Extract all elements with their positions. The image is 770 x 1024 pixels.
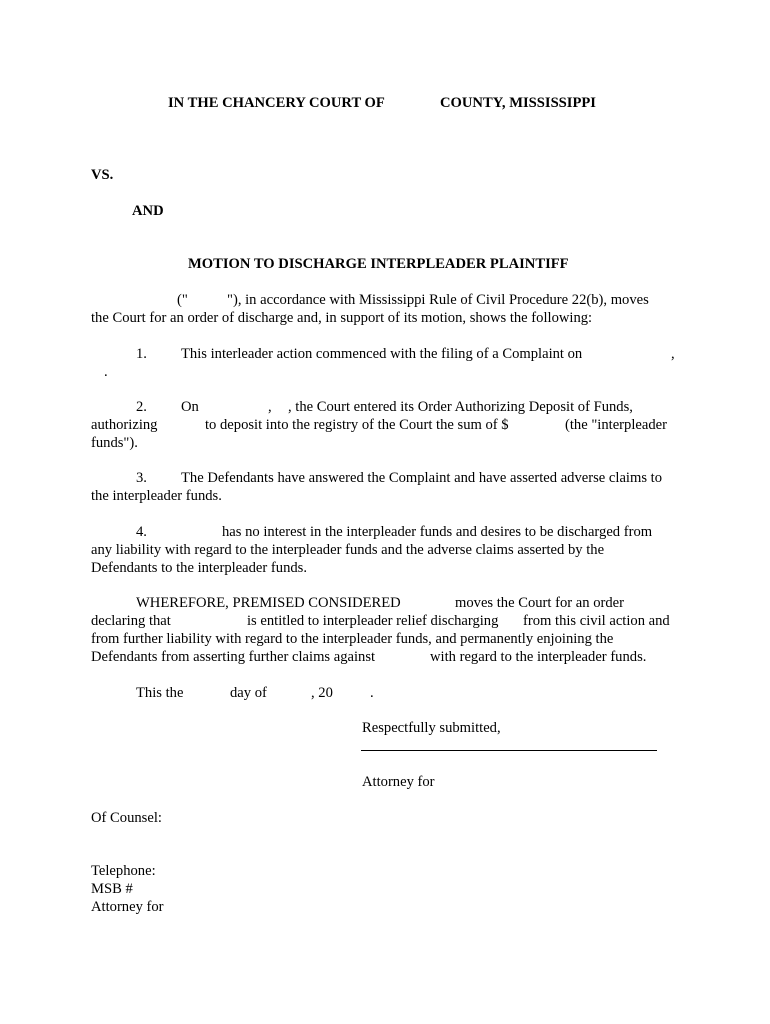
para-1-period: . — [104, 364, 108, 380]
intro-line-2: the Court for an order of discharge and, in support of its motion, shows the following: — [91, 310, 593, 326]
counsel-attorney-for: Attorney for — [91, 899, 164, 915]
wherefore-line-3: from further liability with regard to the interpleader funds, and permanently enjoining the — [91, 631, 614, 647]
intro-open-quote: (" — [177, 292, 188, 308]
intro-line-1: "), in accordance with Mississippi Rule of Civil Procedure 22(b), moves — [227, 292, 649, 308]
para-1-number: 1. — [136, 346, 147, 362]
para-1-comma: , — [671, 346, 675, 362]
signature-line — [361, 750, 657, 751]
respectfully-submitted: Respectfully submitted, — [362, 720, 501, 736]
caption-and: AND — [132, 203, 164, 219]
wherefore-declaring: declaring that — [91, 613, 171, 629]
msb-number: MSB # — [91, 881, 133, 897]
para-4-line-1: has no interest in the interpleader funds and desires to be discharged from — [222, 524, 653, 540]
wherefore-line-1: WHEREFORE, PREMISED CONSIDERED — [136, 595, 401, 611]
date-period: . — [370, 685, 374, 701]
para-2-on: On — [181, 399, 199, 415]
wherefore-line-2: is entitled to interpleader relief discharging — [247, 613, 499, 629]
para-2-line-2: to deposit into the registry of the Court the sum of $ — [205, 417, 509, 433]
para-2-authorizing: authorizing — [91, 417, 158, 433]
wherefore-line-2-end: from this civil action and — [523, 613, 670, 629]
para-3-line-2: the interpleader funds. — [91, 488, 222, 504]
date-this-the: This the — [136, 685, 184, 701]
para-2-comma: , — [268, 399, 272, 415]
para-1-line-1: This interleader action commenced with the filing of a Complaint on — [181, 346, 583, 362]
motion-title: MOTION TO DISCHARGE INTERPLEADER PLAINTIFF — [188, 256, 569, 272]
para-4-number: 4. — [136, 524, 147, 540]
date-year: , 20 — [311, 685, 333, 701]
para-4-line-2: any liability with regard to the interpleader funds and the adverse claims asserted by the — [91, 542, 605, 558]
wherefore-line-4: Defendants from asserting further claims against — [91, 649, 376, 665]
para-2-number: 2. — [136, 399, 147, 415]
para-4-line-3: Defendants to the interpleader funds. — [91, 560, 307, 576]
court-heading-left: IN THE CHANCERY COURT OF — [168, 95, 385, 111]
date-day-of: day of — [230, 685, 267, 701]
signature-attorney-for: Attorney for — [362, 774, 435, 790]
para-3-number: 3. — [136, 470, 147, 486]
court-heading-right: COUNTY, MISSISSIPPI — [440, 95, 596, 111]
of-counsel: Of Counsel: — [91, 810, 162, 826]
para-2-line-1: , the Court entered its Order Authorizing Deposit of Funds, — [288, 399, 633, 415]
wherefore-line-1-end: moves the Court for an order — [455, 595, 624, 611]
wherefore-line-4-end: with regard to the interpleader funds. — [430, 649, 647, 665]
para-2-line-2-end: (the "interpleader — [565, 417, 667, 433]
para-3-line-1: The Defendants have answered the Complaint and have asserted adverse claims to — [181, 470, 663, 486]
para-2-line-3: funds"). — [91, 435, 138, 451]
telephone: Telephone: — [91, 863, 156, 879]
caption-vs: VS. — [91, 167, 114, 183]
